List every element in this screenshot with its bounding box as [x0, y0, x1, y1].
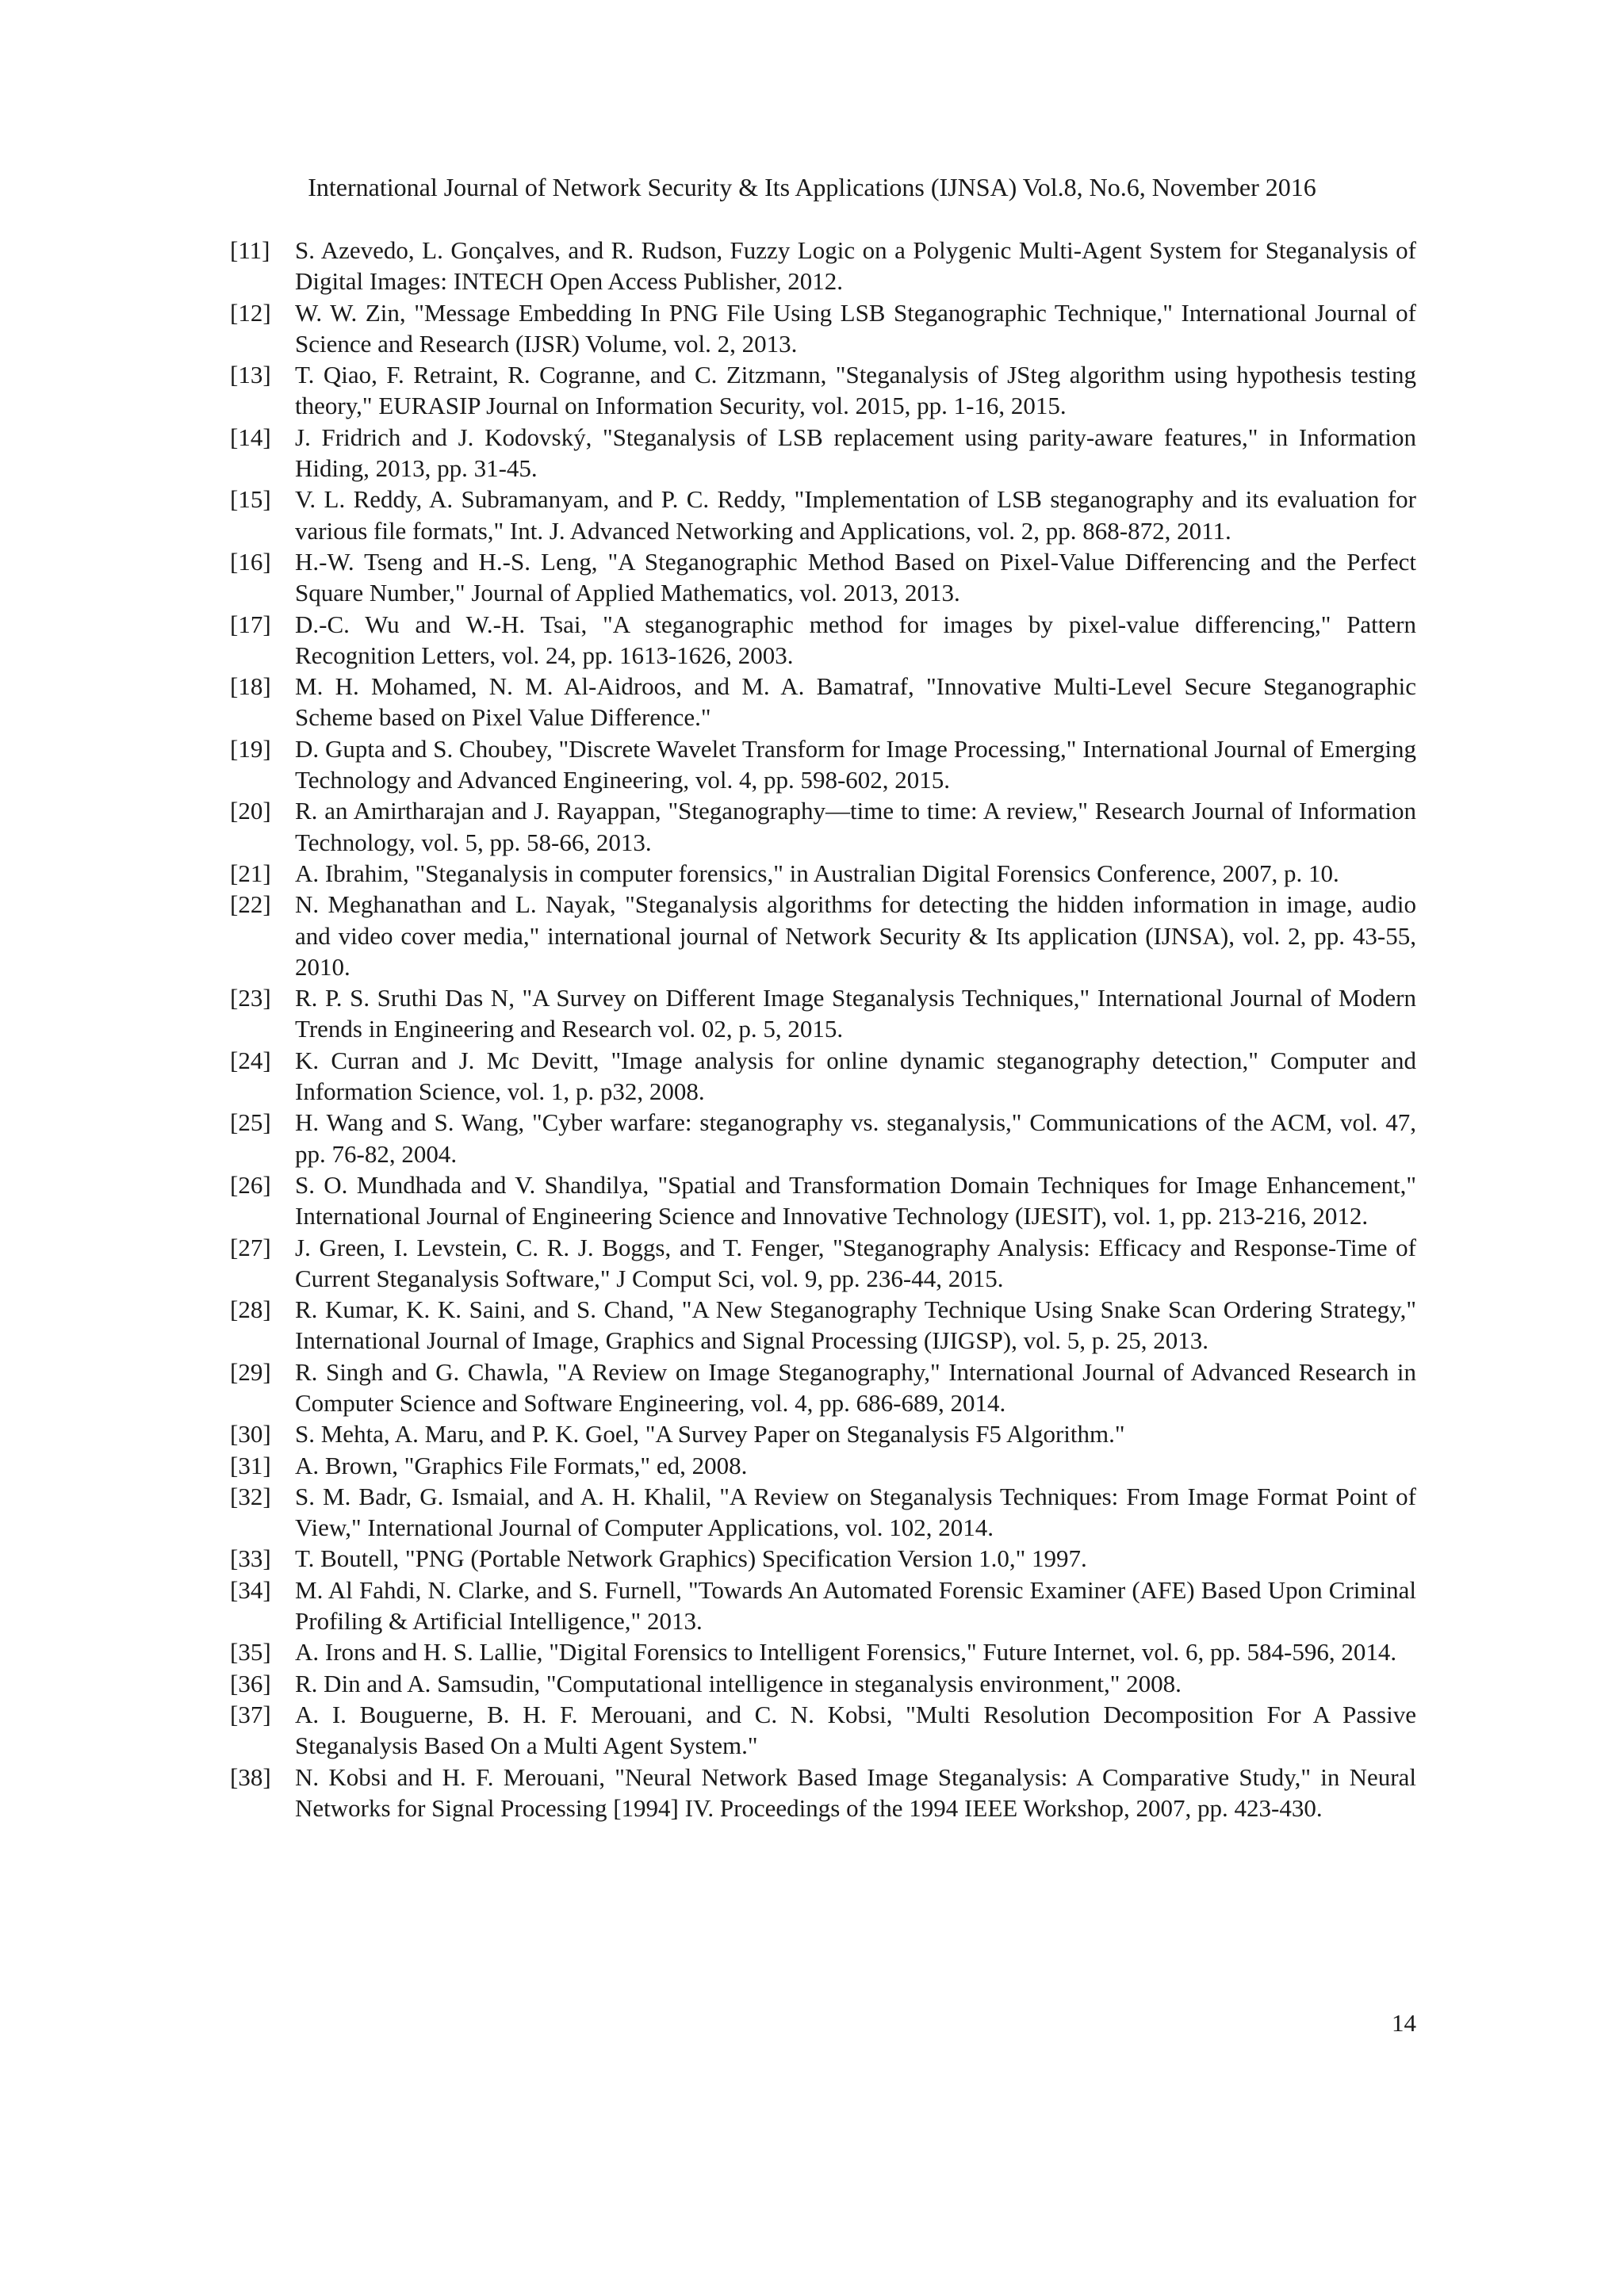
- reference-item: [230, 609, 1416, 672]
- reference-item: [230, 1294, 1416, 1357]
- reference-item: [230, 1543, 1416, 1574]
- reference-item: [230, 1668, 1416, 1699]
- reference-text: J. Green, I. Levstein, C. R. J. Boggs, and T. Fenger, "Steganography Analysis: Efficacy and Response-Time of Current Steganalysis Software," J Comput Sci, vol. 9, pp. 236-44, 2015.: [295, 1233, 1416, 1292]
- reference-item: [230, 1450, 1416, 1481]
- reference-item: [230, 733, 1416, 796]
- reference-item: [230, 671, 1416, 733]
- reference-number: [29]: [230, 1357, 271, 1386]
- reference-text: K. Curran and J. Mc Devitt, "Image analysis for online dynamic steganography detection," Computer and Information Science, vol. 1, p. p32, 2008.: [295, 1046, 1416, 1106]
- reference-number: [37]: [230, 1700, 271, 1728]
- reference-item: [230, 422, 1416, 484]
- reference-item: [230, 359, 1416, 422]
- reference-number: [28]: [230, 1295, 271, 1324]
- reference-text: M. Al Fahdi, N. Clarke, and S. Furnell, "Towards An Automated Forensic Examiner (AFE) Based Upon Criminal Profiling & Artificial Intelligence," 2013.: [295, 1575, 1416, 1636]
- reference-number: [30]: [230, 1420, 271, 1448]
- reference-item: [230, 1357, 1416, 1419]
- reference-number: [20]: [230, 797, 271, 825]
- reference-number: [18]: [230, 672, 271, 701]
- reference-number: [34]: [230, 1575, 271, 1604]
- reference-number: [33]: [230, 1544, 271, 1573]
- reference-text: N. Meghanathan and L. Nayak, "Steganalysis algorithms for detecting the hidden information in image, audio and video cover media," international journal of Network Security & Its application (IJNSA), vol. 2, pp. 43-55, 2010.: [295, 890, 1416, 981]
- reference-item: [230, 889, 1416, 982]
- reference-item: [230, 1636, 1416, 1667]
- reference-text: R. P. S. Sruthi Das N, "A Survey on Different Image Steganalysis Techniques," International Journal of Modern Trends in Engineering and Research vol. 02, p. 5, 2015.: [295, 984, 1416, 1043]
- reference-item: [230, 1045, 1416, 1108]
- reference-number: [35]: [230, 1638, 271, 1667]
- reference-number: [36]: [230, 1669, 271, 1697]
- reference-text: S. M. Badr, G. Ismaial, and A. H. Khalil, "A Review on Steganalysis Techniques: From Image Format Point of View," International Journal of Computer Applications, vol. 102, 2014.: [295, 1482, 1416, 1542]
- reference-number: [15]: [230, 485, 271, 514]
- reference-text: S. Mehta, A. Maru, and P. K. Goel, "A Survey Paper on Steganalysis F5 Algorithm.": [295, 1420, 1125, 1448]
- reference-item: [230, 484, 1416, 546]
- reference-number: [31]: [230, 1451, 271, 1479]
- reference-item: [230, 1169, 1416, 1232]
- reference-number: [32]: [230, 1482, 271, 1510]
- reference-number: [23]: [230, 984, 271, 1012]
- reference-number: [19]: [230, 734, 271, 763]
- reference-text: R. Din and A. Samsudin, "Computational intelligence in steganalysis environment," 2008.: [295, 1669, 1182, 1697]
- reference-list: [230, 235, 1416, 1823]
- reference-item: [230, 1699, 1416, 1762]
- reference-number: [27]: [230, 1233, 271, 1261]
- reference-text: R. an Amirtharajan and J. Rayappan, "Steganography—time to time: A review," Research Journal of Information Technology, vol. 5, pp. 58-66, 2013.: [295, 797, 1416, 856]
- reference-item: [230, 1575, 1416, 1637]
- reference-text: T. Qiao, F. Retraint, R. Cogranne, and C. Zitzmann, "Steganalysis of JSteg algorithm using hypothesis testing theory," EURASIP Journal on Information Security, vol. 2015, pp. 1-16, 2015.: [295, 361, 1416, 420]
- reference-text: R. Kumar, K. K. Saini, and S. Chand, "A New Steganography Technique Using Snake Scan Ordering Strategy," International Journal of Image, Graphics and Signal Processing (IJIGSP), vol. 5, p. 25, 2013.: [295, 1295, 1416, 1355]
- reference-number: [24]: [230, 1046, 271, 1074]
- page-number: 14: [1392, 2009, 1416, 2037]
- reference-number: [14]: [230, 423, 271, 451]
- reference-text: M. H. Mohamed, N. M. Al-Aidroos, and M. A. Bamatraf, "Innovative Multi-Level Secure Steganographic Scheme based on Pixel Value Difference.": [295, 672, 1416, 732]
- reference-text: D.-C. Wu and W.-H. Tsai, "A steganographic method for images by pixel-value differencing," Pattern Recognition Letters, vol. 24, pp. 1613-1626, 2003.: [295, 610, 1416, 669]
- reference-number: [25]: [230, 1108, 271, 1137]
- reference-number: [11]: [230, 236, 270, 264]
- reference-text: A. Irons and H. S. Lallie, "Digital Forensics to Intelligent Forensics," Future Internet, vol. 6, pp. 584-596, 2014.: [295, 1638, 1397, 1667]
- reference-item: [230, 1762, 1416, 1824]
- reference-item: [230, 1418, 1416, 1449]
- reference-item: [230, 1481, 1416, 1544]
- reference-number: [13]: [230, 361, 271, 389]
- reference-text: A. Brown, "Graphics File Formats," ed, 2008.: [295, 1451, 748, 1479]
- reference-item: [230, 982, 1416, 1045]
- reference-text: S. O. Mundhada and V. Shandilya, "Spatial and Transformation Domain Techniques for Image Enhancement," International Journal of Engineering Science and Innovative Technology (IJESIT), vol. 1, pp. 213-216, 2012.: [295, 1170, 1416, 1230]
- reference-item: [230, 1107, 1416, 1169]
- reference-number: [22]: [230, 890, 271, 919]
- reference-item: [230, 235, 1416, 297]
- reference-item: [230, 546, 1416, 609]
- reference-number: [12]: [230, 298, 271, 327]
- reference-text: W. W. Zin, "Message Embedding In PNG File Using LSB Steganographic Technique," International Journal of Science and Research (IJSR) Volume, vol. 2, 2013.: [295, 298, 1416, 358]
- reference-number: [17]: [230, 610, 271, 638]
- reference-text: A. Ibrahim, "Steganalysis in computer forensics," in Australian Digital Forensics Conference, 2007, p. 10.: [295, 859, 1339, 887]
- reference-number: [38]: [230, 1762, 271, 1791]
- reference-item: [230, 297, 1416, 360]
- running-header: International Journal of Network Security & Its Applications (IJNSA) Vol.8, No.6, November 2016: [308, 173, 1316, 201]
- reference-text: J. Fridrich and J. Kodovský, "Steganalysis of LSB replacement using parity-aware features," in Information Hiding, 2013, pp. 31-45.: [295, 423, 1416, 483]
- reference-item: [230, 1232, 1416, 1295]
- reference-text: R. Singh and G. Chawla, "A Review on Image Steganography," International Journal of Advanced Research in Computer Science and Software Engineering, vol. 4, pp. 686-689, 2014.: [295, 1357, 1416, 1417]
- reference-text: H. Wang and S. Wang, "Cyber warfare: steganography vs. steganalysis," Communications of the ACM, vol. 47, pp. 76-82, 2004.: [295, 1108, 1416, 1168]
- reference-text: S. Azevedo, L. Gonçalves, and R. Rudson, Fuzzy Logic on a Polygenic Multi-Agent System for Steganalysis of Digital Images: INTECH Open Access Publisher, 2012.: [295, 236, 1416, 296]
- reference-text: A. I. Bouguerne, B. H. F. Merouani, and C. N. Kobsi, "Multi Resolution Decomposition For A Passive Steganalysis Based On a Multi Agent System.": [295, 1700, 1416, 1760]
- reference-item: [230, 858, 1416, 889]
- reference-text: T. Boutell, "PNG (Portable Network Graphics) Specification Version 1.0," 1997.: [295, 1544, 1087, 1573]
- reference-text: N. Kobsi and H. F. Merouani, "Neural Network Based Image Steganalysis: A Comparative Study," in Neural Networks for Signal Processing [1994] IV. Proceedings of the 1994 IEEE Workshop, 2007, pp. 423-430.: [295, 1762, 1416, 1822]
- reference-text: D. Gupta and S. Choubey, "Discrete Wavelet Transform for Image Processing," International Journal of Emerging Technology and Advanced Engineering, vol. 4, pp. 598-602, 2015.: [295, 734, 1416, 794]
- reference-number: [16]: [230, 547, 271, 576]
- reference-text: V. L. Reddy, A. Subramanyam, and P. C. Reddy, "Implementation of LSB steganography and its evaluation for various file formats," Int. J. Advanced Networking and Applications, vol. 2, pp. 868-872, 2011.: [295, 485, 1416, 545]
- reference-item: [230, 795, 1416, 858]
- reference-text: H.-W. Tseng and H.-S. Leng, "A Steganographic Method Based on Pixel-Value Differencing and the Perfect Square Number," Journal of Applied Mathematics, vol. 2013, 2013.: [295, 547, 1416, 607]
- reference-number: [21]: [230, 859, 271, 887]
- reference-number: [26]: [230, 1170, 271, 1199]
